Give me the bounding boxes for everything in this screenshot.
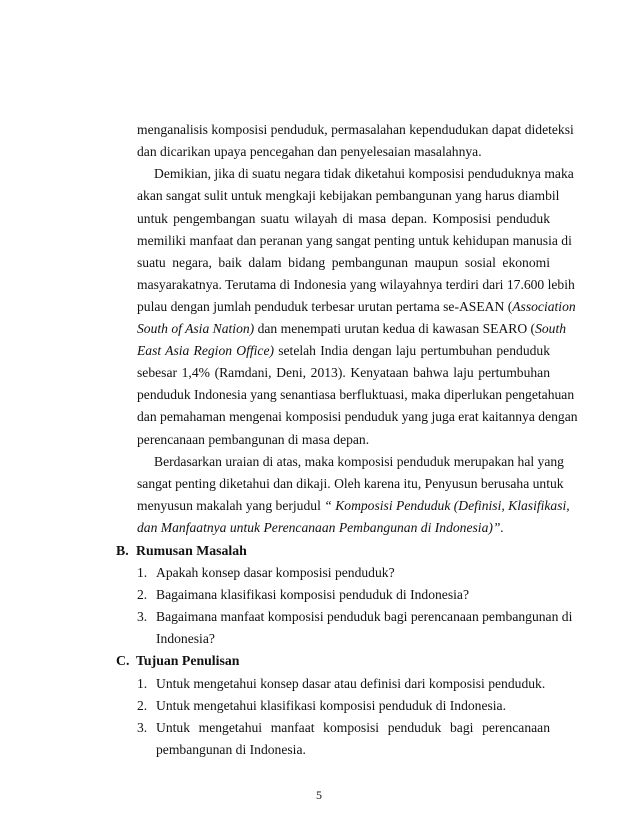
list-item-number: 1. <box>137 676 148 691</box>
paragraph-1-line-1: menganalisis komposisi penduduk, permasalahan kependudukan dapat dideteksi <box>137 122 574 137</box>
paragraph-2-line-2: akan sangat sulit untuk mengkaji kebijakan pembangunan yang harus diambil <box>137 188 560 203</box>
section-b-letter: B. <box>116 543 129 558</box>
list-item-number: 3. <box>137 609 148 624</box>
paragraph-2-line-9-text: setelah India dengan laju pertumbuhan penduduk <box>274 343 551 358</box>
paragraph-3-line-3 <box>137 497 570 515</box>
paragraph-2-line-8-text: dan menempati urutan kedua di kawasan SEARO ( <box>254 321 536 336</box>
section-c-letter: C. <box>116 653 130 668</box>
list-item-continuation: Indonesia? <box>156 631 215 646</box>
list-item-number: 2. <box>137 698 148 713</box>
paragraph-2-line-5: suatu negara, baik dalam bidang pembangunan maupun sosial ekonomi <box>137 255 550 270</box>
paragraph-2-line-11: penduduk Indonesia yang senantiasa berfluktuasi, maka diperlukan pengetahuan <box>137 387 575 402</box>
list-item-text: Apakah konsep dasar komposisi penduduk? <box>156 565 395 580</box>
list-item-text: Untuk mengetahui klasifikasi komposisi penduduk di Indonesia. <box>156 698 506 713</box>
list-item-number: 3. <box>137 720 148 735</box>
list-item-text: Bagaimana klasifikasi komposisi penduduk di Indonesia? <box>156 587 469 602</box>
paragraph-3-line-3-italic: “ Komposisi Penduduk (Definisi, Klasifikasi, <box>324 498 570 513</box>
list-item-continuation: pembangunan di Indonesia. <box>156 742 306 757</box>
paragraph-2-line-9-italic: East Asia Region Office) <box>137 343 275 358</box>
paragraph-3-line-4 <box>137 519 550 537</box>
paragraph-1-line-2: dan dicarikan upaya pencegahan dan penyelesaian masalahnya. <box>137 144 482 159</box>
paragraph-2-line-7-italic: Association <box>512 299 576 314</box>
paragraph-2-line-10: sebesar 1,4% (Ramdani, Deni, 2013). Kenyataan bahwa laju pertumbuhan <box>137 365 550 380</box>
paragraph-3-line-3-text: menyusun makalah yang berjudul <box>137 498 325 513</box>
section-b-heading <box>116 542 247 560</box>
paragraph-2-line-7-text: pulau dengan jumlah penduduk terbesar urutan pertama se-ASEAN ( <box>137 299 513 314</box>
paragraph-2-line-13: perencanaan pembangunan di masa depan. <box>137 432 370 447</box>
list-item-text: Bagaimana manfaat komposisi penduduk bagi perencanaan pembangunan di <box>156 609 573 624</box>
paragraph-3-line-2: sangat penting diketahui dan dikaji. Oleh karena itu, Penyusun berusaha untuk <box>137 476 564 491</box>
list-item-number: 1. <box>137 565 148 580</box>
paragraph-2-line-7 <box>137 298 576 316</box>
page-number: 5 <box>316 788 322 802</box>
paragraph-2-line-8-italic: South of Asia Nation) <box>137 321 255 336</box>
paragraph-2-line-1: Demikian, jika di suatu negara tidak diketahui komposisi penduduknya maka <box>154 166 574 181</box>
paragraph-3-line-4-italic: dan Manfaatnya untuk Perencanaan Pembangunan di Indonesia)”. <box>137 520 504 535</box>
paragraph-2-line-8-italic-2: South <box>535 321 567 336</box>
paragraph-2-line-6: masyarakatnya. Terutama di Indonesia yang wilayahnya terdiri dari 17.600 lebih <box>137 277 575 292</box>
paragraph-2-line-8 <box>137 320 567 338</box>
paragraph-2-line-4: memiliki manfaat dan peranan yang sangat penting untuk kehidupan manusia di <box>137 233 572 248</box>
paragraph-2-line-3: untuk pengembangan suatu wilayah di masa depan. Komposisi penduduk <box>137 211 550 226</box>
section-c-heading <box>116 652 239 670</box>
section-c-title: Tujuan Penulisan <box>136 653 240 668</box>
section-b-title: Rumusan Masalah <box>136 543 247 558</box>
list-item-text: Untuk mengetahui konsep dasar atau definisi dari komposisi penduduk. <box>156 676 546 691</box>
list-item-number: 2. <box>137 587 148 602</box>
paragraph-2-line-12: dan pemahaman mengenai komposisi penduduk yang juga erat kaitannya dengan <box>137 409 578 424</box>
paragraph-3-line-1: Berdasarkan uraian di atas, maka komposisi penduduk merupakan hal yang <box>154 454 564 469</box>
list-item-text: Untuk mengetahui manfaat komposisi penduduk bagi perencanaan <box>156 720 550 735</box>
paragraph-2-line-9 <box>137 342 550 360</box>
